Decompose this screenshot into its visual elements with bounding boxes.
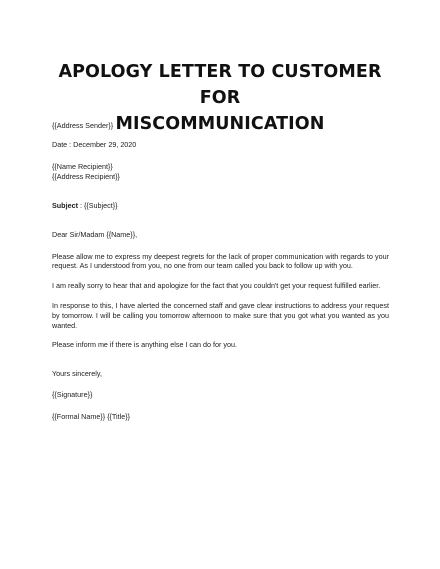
paragraph-4: Please inform me if there is anything else I can do for you.: [52, 340, 237, 350]
name-recipient: {{Name Recipient}}: [52, 162, 113, 172]
signature: {{Signature}}: [52, 390, 93, 400]
title-line-1: APOLOGY LETTER TO CUSTOMER FOR: [58, 62, 382, 108]
paragraph-2: I am really sorry to hear that and apologize for the fact that you couldn't get your request fulfilled earlier.: [52, 280, 381, 290]
letter-body: [52, 121, 389, 422]
date-line: Date : December 29, 2020: [52, 139, 137, 149]
subject-value: : {{Subject}}: [77, 201, 118, 211]
salutation: Dear Sir/Madam {{Name}},: [52, 229, 138, 239]
paragraph-3: In response to this, I have alerted the concerned staff and gave clear instructions to address your request by tomorrow. I will be calling you tomorrow afternoon to make sure that you got what you wanted as you wanted.: [52, 301, 389, 330]
subject-line: [52, 201, 389, 211]
subject-label: Subject: [52, 201, 78, 211]
formal-name: {{Formal Name}} {{Title}}: [52, 411, 131, 421]
address-recipient: {{Address Recipient}}: [52, 171, 120, 181]
closing: Yours sincerely,: [52, 368, 102, 378]
address-sender: {{Address Sender}}: [52, 121, 114, 130]
paragraph-1: Please allow me to express my deepest regrets for the lack of proper communication with regards to your request. As I understood from you, no one from our team called you back to follow up with you.: [52, 251, 389, 271]
title-line-2: MISCOMMUNICATION: [115, 114, 325, 134]
